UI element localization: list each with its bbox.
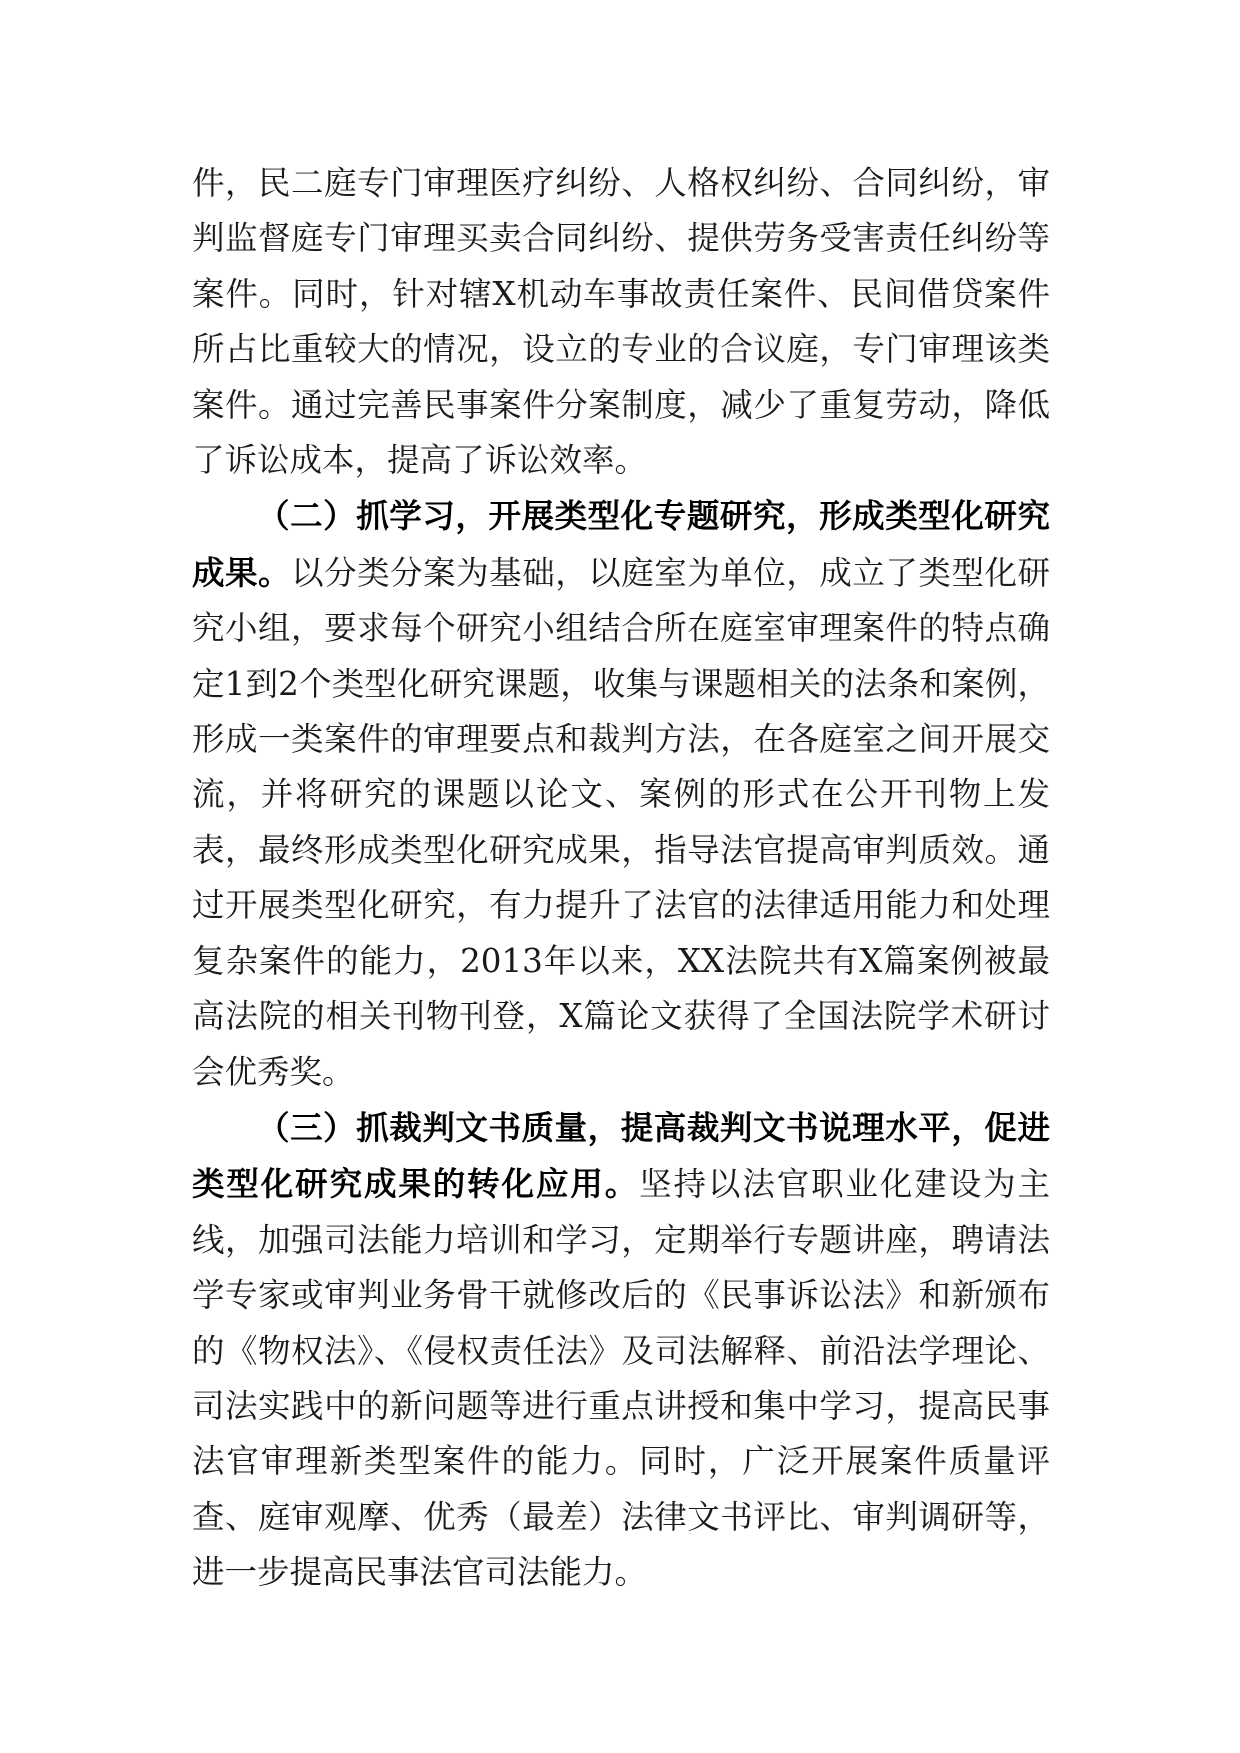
paragraph-section-3 <box>192 1100 1050 1601</box>
paragraph-section-2 <box>192 488 1050 1099</box>
paragraph-continuation <box>192 156 1050 488</box>
document-body <box>192 156 1050 1601</box>
paragraph-body: 以分类分案为基础，以庭室为单位，成立了类型化研究小组，要求每个研究小组结合所在庭室审理案件的特点确定1到2个类型化研究课题，收集与课题相关的法条和案例，形成一类案件的审理要点和裁判方法，在各庭室之间开展交流，并将研究的课题以论文、案例的形式在公开刊物上发表，最终形成类型化研究成果，指导法官提高审判质效。通过开展类型化研究，有力提升了法官的法律适用能力和处理复杂案件的能力，2013年以来，XX法院共有X篇案例被最高法院的相关刊物刊登，X篇论文获得了全国法院学术研讨会优秀奖。 <box>192 553 1050 1091</box>
paragraph-body: 件，民二庭专门审理医疗纠纷、人格权纠纷、合同纠纷，审判监督庭专门审理买卖合同纠纷、提供劳务受害责任纠纷等案件。同时，针对辖X机动车事故责任案件、民间借贷案件所占比重较大的情况，设立的专业的合议庭，专门审理该类案件。通过完善民事案件分案制度，减少了重复劳动，降低了诉讼成本，提高了诉讼效率。 <box>192 164 1050 480</box>
paragraph-body: 坚持以法官职业化建设为主线，加强司法能力培训和学习，定期举行专题讲座，聘请法学专家或审判业务骨干就修改后的《民事诉讼法》和新颁布的《物权法》、《侵权责任法》及司法解释、前沿法学理论、司法实践中的新问题等进行重点讲授和集中学习，提高民事法官审理新类型案件的能力。同时，广泛开展案件质量评查、庭审观摩、优秀（最差）法律文书评比、审判调研等，进一步提高民事法官司法能力。 <box>192 1165 1050 1592</box>
section-heading: （三）抓裁判文书质量，提高裁判文书说理水平，促进类型化研究成果的转化应用。 <box>192 1107 1050 1204</box>
section-heading: （二）抓学习，开展类型化专题研究，形成类型化研究成果。 <box>192 496 1050 592</box>
